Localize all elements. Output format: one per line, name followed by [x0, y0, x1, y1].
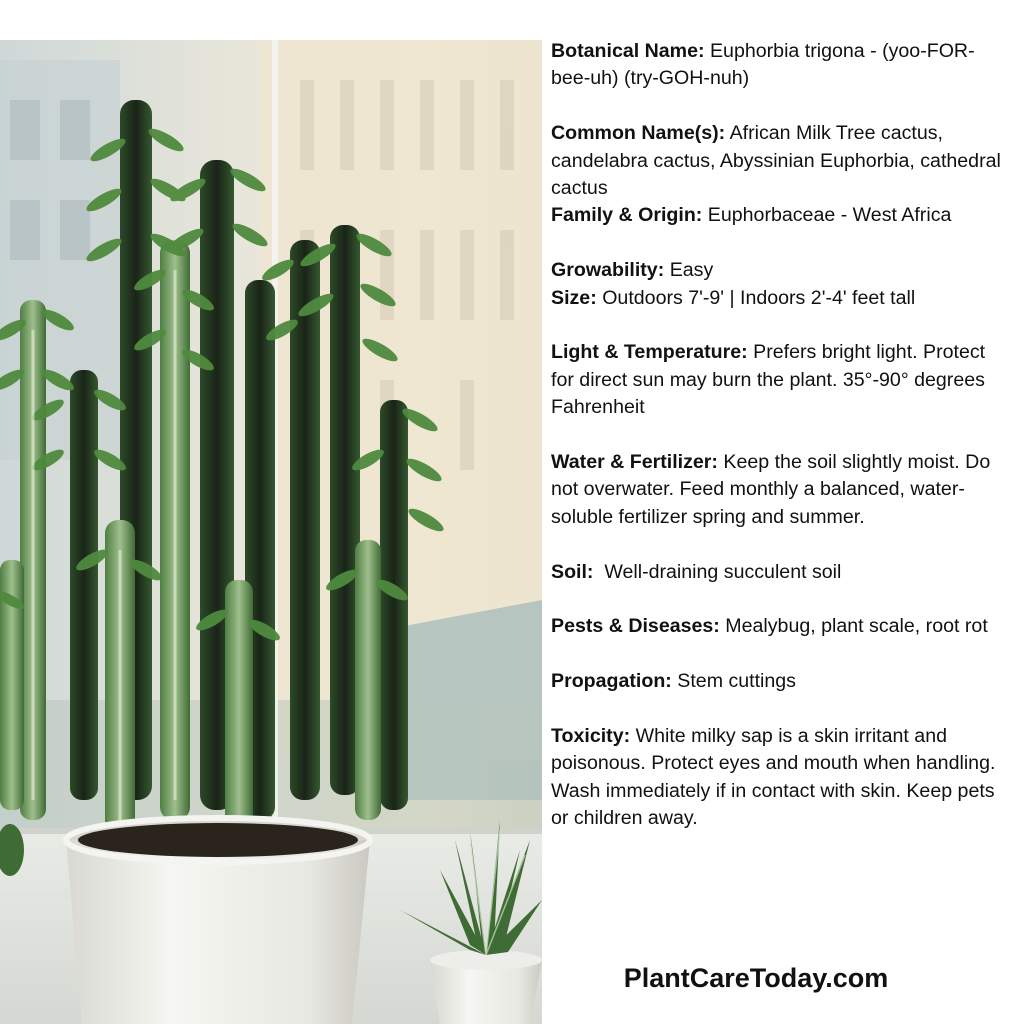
size-row [551, 285, 1013, 312]
botanical-name-value: Euphorbia trigona - (yoo-FOR-bee-uh) (try-GOH-nuh) [551, 40, 975, 90]
size-value: Outdoors 7'-9' | Indoors 2'-4' feet tall [602, 286, 916, 309]
toxicity-value: White milky sap is a skin irritant and poisonous. Protect eyes and mouth when handling. Wash immediately if in contact with skin. Keep pets or children away. [551, 725, 996, 830]
soil-row [551, 559, 1013, 586]
propagation-row [551, 668, 1013, 695]
water-fertilizer-value: Keep the soil slightly moist. Do not overwater. Feed monthly a balanced, water-soluble fertilizer spring and summer. [551, 451, 991, 528]
common-names-row [551, 120, 1013, 202]
size-label: Size: [551, 286, 597, 309]
soil-value: Well-draining succulent soil [604, 560, 842, 583]
growability-value: Easy [669, 259, 714, 282]
plant-photo [0, 40, 542, 1024]
euphorbia-trigona-image [0, 40, 542, 1024]
propagation-value: Stem cuttings [677, 670, 796, 693]
botanical-name-row [551, 38, 1013, 93]
growability-row [551, 257, 1013, 284]
pests-diseases-value: Mealybug, plant scale, root rot [725, 615, 988, 638]
propagation-label: Propagation: [551, 670, 672, 693]
family-origin-value: Euphorbaceae - West Africa [707, 204, 952, 227]
soil-label: Soil: [551, 560, 594, 583]
water-fertilizer-row [551, 449, 1013, 531]
toxicity-row [551, 723, 1013, 833]
light-temperature-row [551, 339, 1013, 421]
light-temperature-value: Prefers bright light. Protect for direct sun may burn the plant. 35°-90° degrees Fahrenheit [551, 341, 986, 419]
site-brand: PlantCareToday.com [623, 963, 889, 993]
common-names-value: African Milk Tree cactus, candelabra cactus, Abyssinian Euphorbia, cathedral cactus [551, 122, 1001, 200]
family-origin-row [551, 202, 1013, 229]
plant-info-panel [551, 38, 1013, 833]
water-fertilizer-label: Water & Fertilizer: [551, 451, 718, 474]
botanical-name-label: Botanical Name: [551, 40, 705, 62]
light-temperature-label: Light & Temperature: [551, 341, 748, 364]
toxicity-label: Toxicity: [551, 725, 631, 748]
pests-diseases-label: Pests & Diseases: [551, 615, 720, 638]
family-origin-label: Family & Origin: [551, 204, 703, 227]
pests-diseases-row [551, 613, 1013, 640]
growability-label: Growability: [551, 259, 665, 282]
common-names-label: Common Name(s): [551, 122, 726, 145]
